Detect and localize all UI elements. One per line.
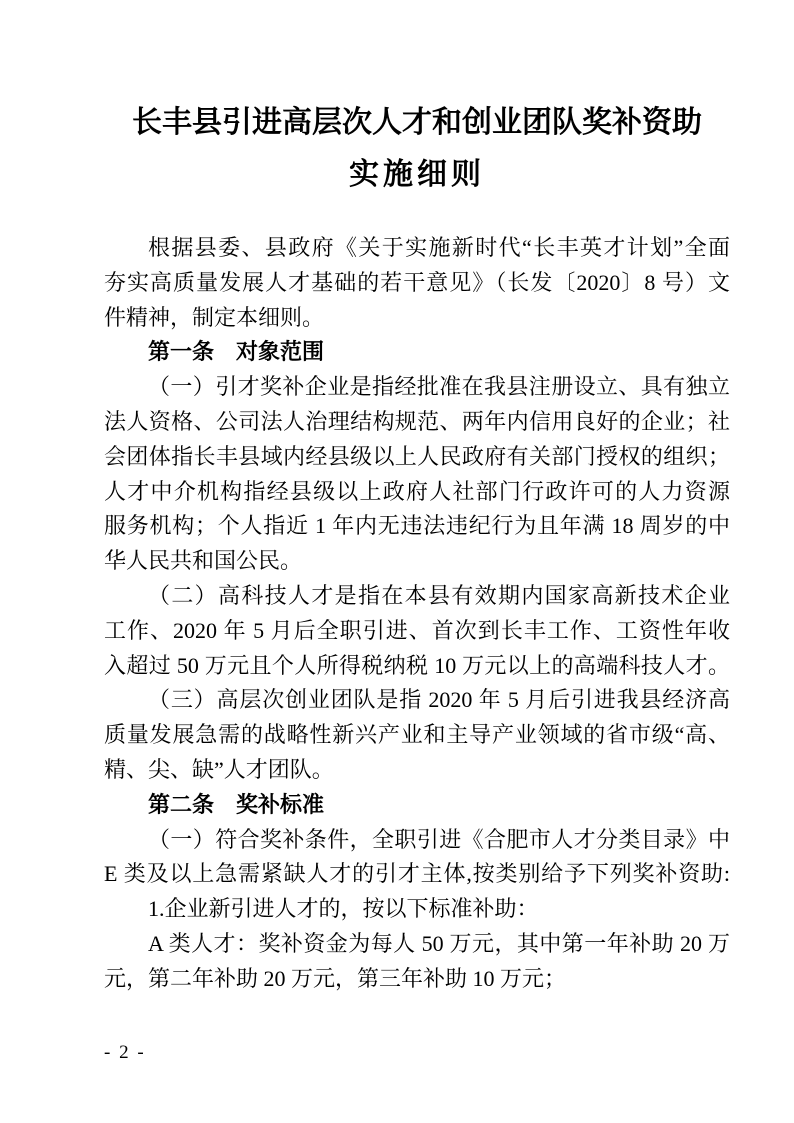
text-line: E 类及以上急需紧缺人才的引才主体,按类别给予下列奖补资助: bbox=[104, 861, 730, 887]
text-line: 1.企业新引进人才的，按以下标准补助： bbox=[148, 896, 539, 922]
document-body bbox=[104, 231, 730, 997]
text-line: 件精神，制定本细则。 bbox=[104, 304, 325, 330]
text-line: （一）引才奖补企业是指经批准在我县注册设立、具有独立 bbox=[148, 374, 730, 400]
text-line: A 类人才：奖补资金为每人 50 万元，其中第一年补助 20 万 bbox=[148, 930, 730, 956]
text-line: 根据县委、县政府《关于实施新时代“长丰英才计划”全面 bbox=[148, 235, 730, 260]
text-line: 人才中介机构指经县级以上政府人社部门行政许可的人力资源 bbox=[104, 478, 730, 504]
section-heading: 第一条 对象范围 bbox=[148, 339, 325, 365]
text-line: 会团体指长丰县域内经县级以上人民政府有关部门授权的组织； bbox=[104, 443, 730, 469]
text-line: （三）高层次创业团队是指 2020 年 5 月后引进我县经济高 bbox=[148, 687, 730, 713]
page-number: - 2 - bbox=[104, 1042, 146, 1063]
text-line: 服务机构；个人指近 1 年内无违法违纪行为且年满 18 周岁的中 bbox=[104, 513, 730, 539]
document-title-line-2: 实施细则 bbox=[349, 158, 485, 191]
text-line: 夯实高质量发展人才基础的若干意见》（长发〔2020〕8 号）文 bbox=[104, 269, 730, 295]
text-line: 质量发展急需的战略性新兴产业和主导产业领域的省市级“高、 bbox=[104, 722, 730, 748]
text-line: 工作、2020 年 5 月后全职引进、首次到长丰工作、工资性年收 bbox=[104, 617, 730, 643]
text-line: 元，第二年补助 20 万元，第三年补助 10 万元； bbox=[104, 965, 567, 991]
document-title bbox=[104, 97, 730, 201]
page-footer bbox=[104, 1042, 146, 1064]
text-line: （一）符合奖补条件，全职引进《合肥市人才分类目录》中 bbox=[148, 826, 730, 852]
text-line: 入超过 50 万元且个人所得税纳税 10 万元以上的高端科技人才。 bbox=[104, 652, 730, 678]
text-line: （二）高科技人才是指在本县有效期内国家高新技术企业 bbox=[148, 582, 730, 608]
text-line: 华人民共和国公民。 bbox=[104, 548, 303, 574]
document-title-line-1: 长丰县引进高层次人才和创业团队奖补资助 bbox=[132, 106, 702, 139]
text-line: 法人资格、公司法人治理结构规范、两年内信用良好的企业；社 bbox=[104, 408, 730, 434]
section-heading: 第二条 奖补标准 bbox=[148, 791, 325, 817]
text-line: 精、尖、缺”人才团队。 bbox=[104, 756, 334, 782]
